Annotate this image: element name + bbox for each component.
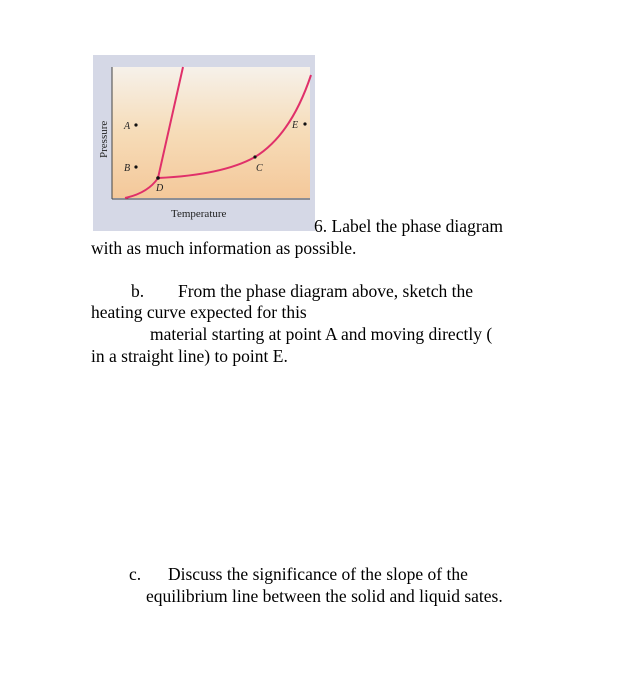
point-D-dot <box>156 176 160 180</box>
point-C-label: C <box>256 163 263 174</box>
part-b-line-1: From the phase diagram above, sketch the <box>178 281 473 301</box>
x-axis-label: Temperature <box>171 208 227 220</box>
point-C-dot <box>253 155 256 158</box>
point-E-dot <box>303 122 306 125</box>
point-B-label: B <box>124 163 131 174</box>
point-A-label: A <box>124 121 131 132</box>
question-6-line-2: with as much information as possible. <box>91 238 357 258</box>
part-b-line-4: in a straight line) to point E. <box>91 346 288 366</box>
y-axis-label: Pressure <box>98 120 110 158</box>
plot-area <box>112 67 310 198</box>
point-A-dot <box>134 123 137 126</box>
point-B-dot <box>134 165 137 168</box>
phase-diagram <box>93 55 315 231</box>
part-c-marker: c. <box>129 564 142 584</box>
part-b-marker: b. <box>131 281 145 301</box>
point-D-label: D <box>156 183 164 194</box>
point-E-label: E <box>292 120 299 131</box>
part-b-line-2: heating curve expected for this <box>91 302 307 322</box>
part-c-line-1: Discuss the significance of the slope of the <box>168 564 468 584</box>
question-6-line-1: 6. Label the phase diagram <box>314 216 504 236</box>
part-b-line-3: material starting at point A and moving directly ( <box>150 324 493 344</box>
part-c-line-2: equilibrium line between the solid and liquid sates. <box>146 586 503 606</box>
